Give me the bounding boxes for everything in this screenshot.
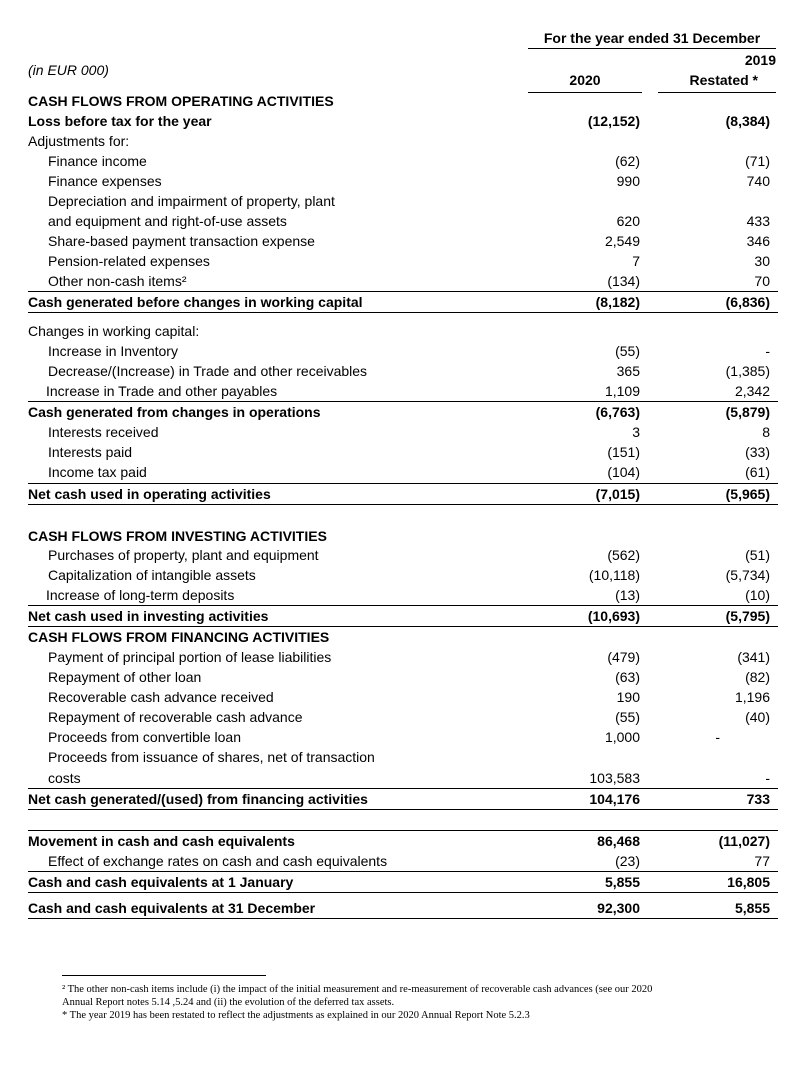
row-label: Net cash used in operating activities (28, 486, 271, 502)
table-row (28, 191, 778, 211)
value-2020: (479) (607, 649, 640, 665)
value-2020: (8,182) (595, 294, 640, 310)
row-label: Increase of long-term deposits (46, 587, 235, 603)
table-row (28, 565, 778, 585)
value-2020: (10,693) (587, 608, 640, 624)
value-2019: 16,805 (727, 874, 770, 890)
value-2020: (63) (615, 669, 640, 685)
row-label: Proceeds from convertible loan (48, 729, 241, 745)
value-2020: 365 (616, 363, 640, 379)
row-label: Other non-cash items² (48, 273, 187, 289)
column-header-2019: 2019 (744, 52, 776, 68)
value-2020: 104,176 (589, 791, 640, 807)
row-label: Loss before tax for the year (28, 113, 212, 129)
table-row (28, 727, 778, 747)
unit-label: (in EUR 000) (28, 62, 109, 78)
footnote-2-line-2: Annual Report notes 5.14 ,5.24 and (ii) the evolution of the deferred tax assets. (62, 997, 395, 1008)
value-2019: (5,795) (725, 608, 770, 624)
value-2020: (6,763) (595, 404, 640, 420)
value-2020: 3 (632, 424, 640, 440)
value-2019: (61) (745, 464, 770, 480)
value-2020: (151) (607, 444, 640, 460)
row-label: Movement in cash and cash equivalents (28, 833, 295, 849)
value-2019: - (765, 343, 770, 359)
row-label: Depreciation and impairment of property, plant (48, 193, 335, 209)
footnote-restated: * The year 2019 has been restated to reflect the adjustments as explained in our 2020 Annual Report Note 5.2.3 (62, 1010, 530, 1021)
table-row (28, 545, 778, 565)
value-2020: 620 (616, 213, 640, 229)
value-2019: (51) (745, 547, 770, 563)
table-row (28, 768, 778, 788)
row-label: CASH FLOWS FROM INVESTING ACTIVITIES (28, 528, 327, 544)
value-2019: (5,879) (725, 404, 770, 420)
value-2019: (8,384) (725, 113, 770, 129)
subtotal-row (28, 401, 778, 422)
value-2020: (104) (607, 464, 640, 480)
row-label: CASH FLOWS FROM FINANCING ACTIVITIES (28, 629, 330, 645)
value-2020: (134) (607, 273, 640, 289)
value-2020: 190 (616, 689, 640, 705)
value-2019: 70 (754, 273, 770, 289)
table-row (28, 111, 778, 131)
value-2019: 1,196 (734, 689, 770, 705)
row-label: Increase in Trade and other payables (46, 383, 278, 399)
table-row (28, 830, 778, 851)
table-row (28, 271, 778, 291)
table-row (28, 131, 778, 151)
table-row (28, 251, 778, 271)
row-label: Increase in Inventory (48, 343, 178, 359)
section-heading-financing (28, 627, 778, 647)
value-2020: (12,152) (587, 113, 640, 129)
table-row (28, 851, 778, 871)
table-row (28, 211, 778, 231)
table-row (28, 231, 778, 251)
table-row (28, 747, 778, 767)
table-row (28, 321, 778, 341)
value-2020: (10,118) (588, 567, 640, 583)
row-label: Repayment of other loan (48, 669, 202, 685)
row-label: Finance expenses (48, 173, 162, 189)
row-label: Cash generated before changes in working capital (28, 294, 363, 310)
row-label: Cash and cash equivalents at 1 January (28, 874, 294, 890)
row-label: Purchases of property, plant and equipment (48, 547, 319, 563)
value-2020: (562) (607, 547, 640, 563)
table-row (28, 647, 778, 667)
table-row (28, 422, 778, 442)
period-heading-rule (528, 48, 776, 49)
table-row (28, 667, 778, 687)
row-label: and equipment and right-of-use assets (48, 213, 287, 229)
row-label: Capitalization of intangible assets (48, 567, 256, 583)
table-row (28, 381, 778, 401)
value-2019: (5,965) (725, 486, 770, 502)
column-header-restated: Restated * (689, 72, 758, 88)
table-row (28, 585, 778, 605)
subtotal-row (28, 291, 778, 313)
value-2019: (6,836) (725, 294, 770, 310)
value-2020: (13) (615, 587, 640, 603)
value-2019: (82) (745, 669, 770, 685)
value-2020: 1,109 (604, 383, 640, 399)
row-label: Interests received (48, 424, 159, 440)
table-row (28, 361, 778, 381)
row-label: costs (48, 770, 81, 786)
row-label: Cash generated from changes in operations (28, 404, 321, 420)
value-2019: 8 (762, 424, 770, 440)
value-2020: (55) (615, 343, 640, 359)
value-2019: 77 (754, 853, 770, 869)
table-row (28, 151, 778, 171)
value-2019: (10) (745, 587, 770, 603)
row-label: Adjustments for: (28, 133, 130, 149)
value-2019: (71) (745, 153, 770, 169)
row-label: Net cash generated/(used) from financing activities (28, 791, 368, 807)
table-row (28, 462, 778, 482)
row-label: Pension-related expenses (48, 253, 210, 269)
value-2019: 346 (746, 233, 770, 249)
table-row (28, 687, 778, 707)
value-2020: 86,468 (597, 833, 640, 849)
row-label: CASH FLOWS FROM OPERATING ACTIVITIES (28, 93, 334, 109)
value-2019: - (765, 770, 770, 786)
value-2020: 103,583 (589, 770, 640, 786)
value-2019: 30 (754, 253, 770, 269)
value-2019: (5,734) (725, 567, 770, 583)
value-2020: (23) (615, 853, 640, 869)
value-2020: 92,300 (597, 900, 640, 916)
column-header-2020: 2020 (569, 72, 601, 88)
value-2019: (341) (737, 649, 770, 665)
value-2019: 433 (746, 213, 770, 229)
row-label: Effect of exchange rates on cash and cash equivalents (48, 853, 388, 869)
section-heading-operating (28, 91, 778, 111)
table-row (28, 341, 778, 361)
row-label: Interests paid (48, 444, 133, 460)
row-label: Changes in working capital: (28, 323, 200, 339)
value-2020: 2,549 (604, 233, 640, 249)
row-label: Decrease/(Increase) in Trade and other receivables (48, 363, 368, 379)
value-2019: 733 (746, 791, 770, 807)
value-2019: (11,027) (718, 833, 770, 849)
value-2019: 740 (746, 173, 770, 189)
total-row (28, 871, 778, 893)
table-row (28, 707, 778, 727)
row-label: Finance income (48, 153, 147, 169)
value-2019: (1,385) (725, 363, 770, 379)
row-label: Cash and cash equivalents at 31 December (28, 900, 316, 916)
value-2019: 2,342 (734, 383, 770, 399)
value-2020: (7,015) (595, 486, 640, 502)
value-2019: (33) (745, 444, 770, 460)
table-row (28, 442, 778, 462)
value-2020: (55) (615, 709, 640, 725)
value-2019: (40) (745, 709, 770, 725)
value-2020: 5,855 (604, 874, 640, 890)
section-heading-investing (28, 526, 778, 546)
table-row (28, 171, 778, 191)
total-row (28, 788, 778, 810)
row-label: Share-based payment transaction expense (48, 233, 315, 249)
value-2020: 990 (616, 173, 640, 189)
period-heading: For the year ended 31 December (543, 30, 761, 46)
row-label: Payment of principal portion of lease liabilities (48, 649, 332, 665)
row-label: Net cash used in investing activities (28, 608, 269, 624)
total-row (28, 605, 778, 627)
row-label: Recoverable cash advance received (48, 689, 274, 705)
value-2020: 7 (632, 253, 640, 269)
row-label: Repayment of recoverable cash advance (48, 709, 303, 725)
value-2019: - (715, 729, 720, 745)
value-2020: (62) (615, 153, 640, 169)
total-row (28, 898, 778, 919)
value-2019: 5,855 (734, 900, 770, 916)
total-row (28, 483, 778, 505)
value-2020: 1,000 (604, 729, 640, 745)
footnote-rule (62, 975, 266, 976)
row-label: Proceeds from issuance of shares, net of transaction (48, 749, 375, 765)
row-label: Income tax paid (48, 464, 147, 480)
footnote-2-line-1: ² The other non-cash items include (i) the impact of the initial measurement and re-measurement of recoverable cash advances (see our 2020 (62, 984, 653, 995)
